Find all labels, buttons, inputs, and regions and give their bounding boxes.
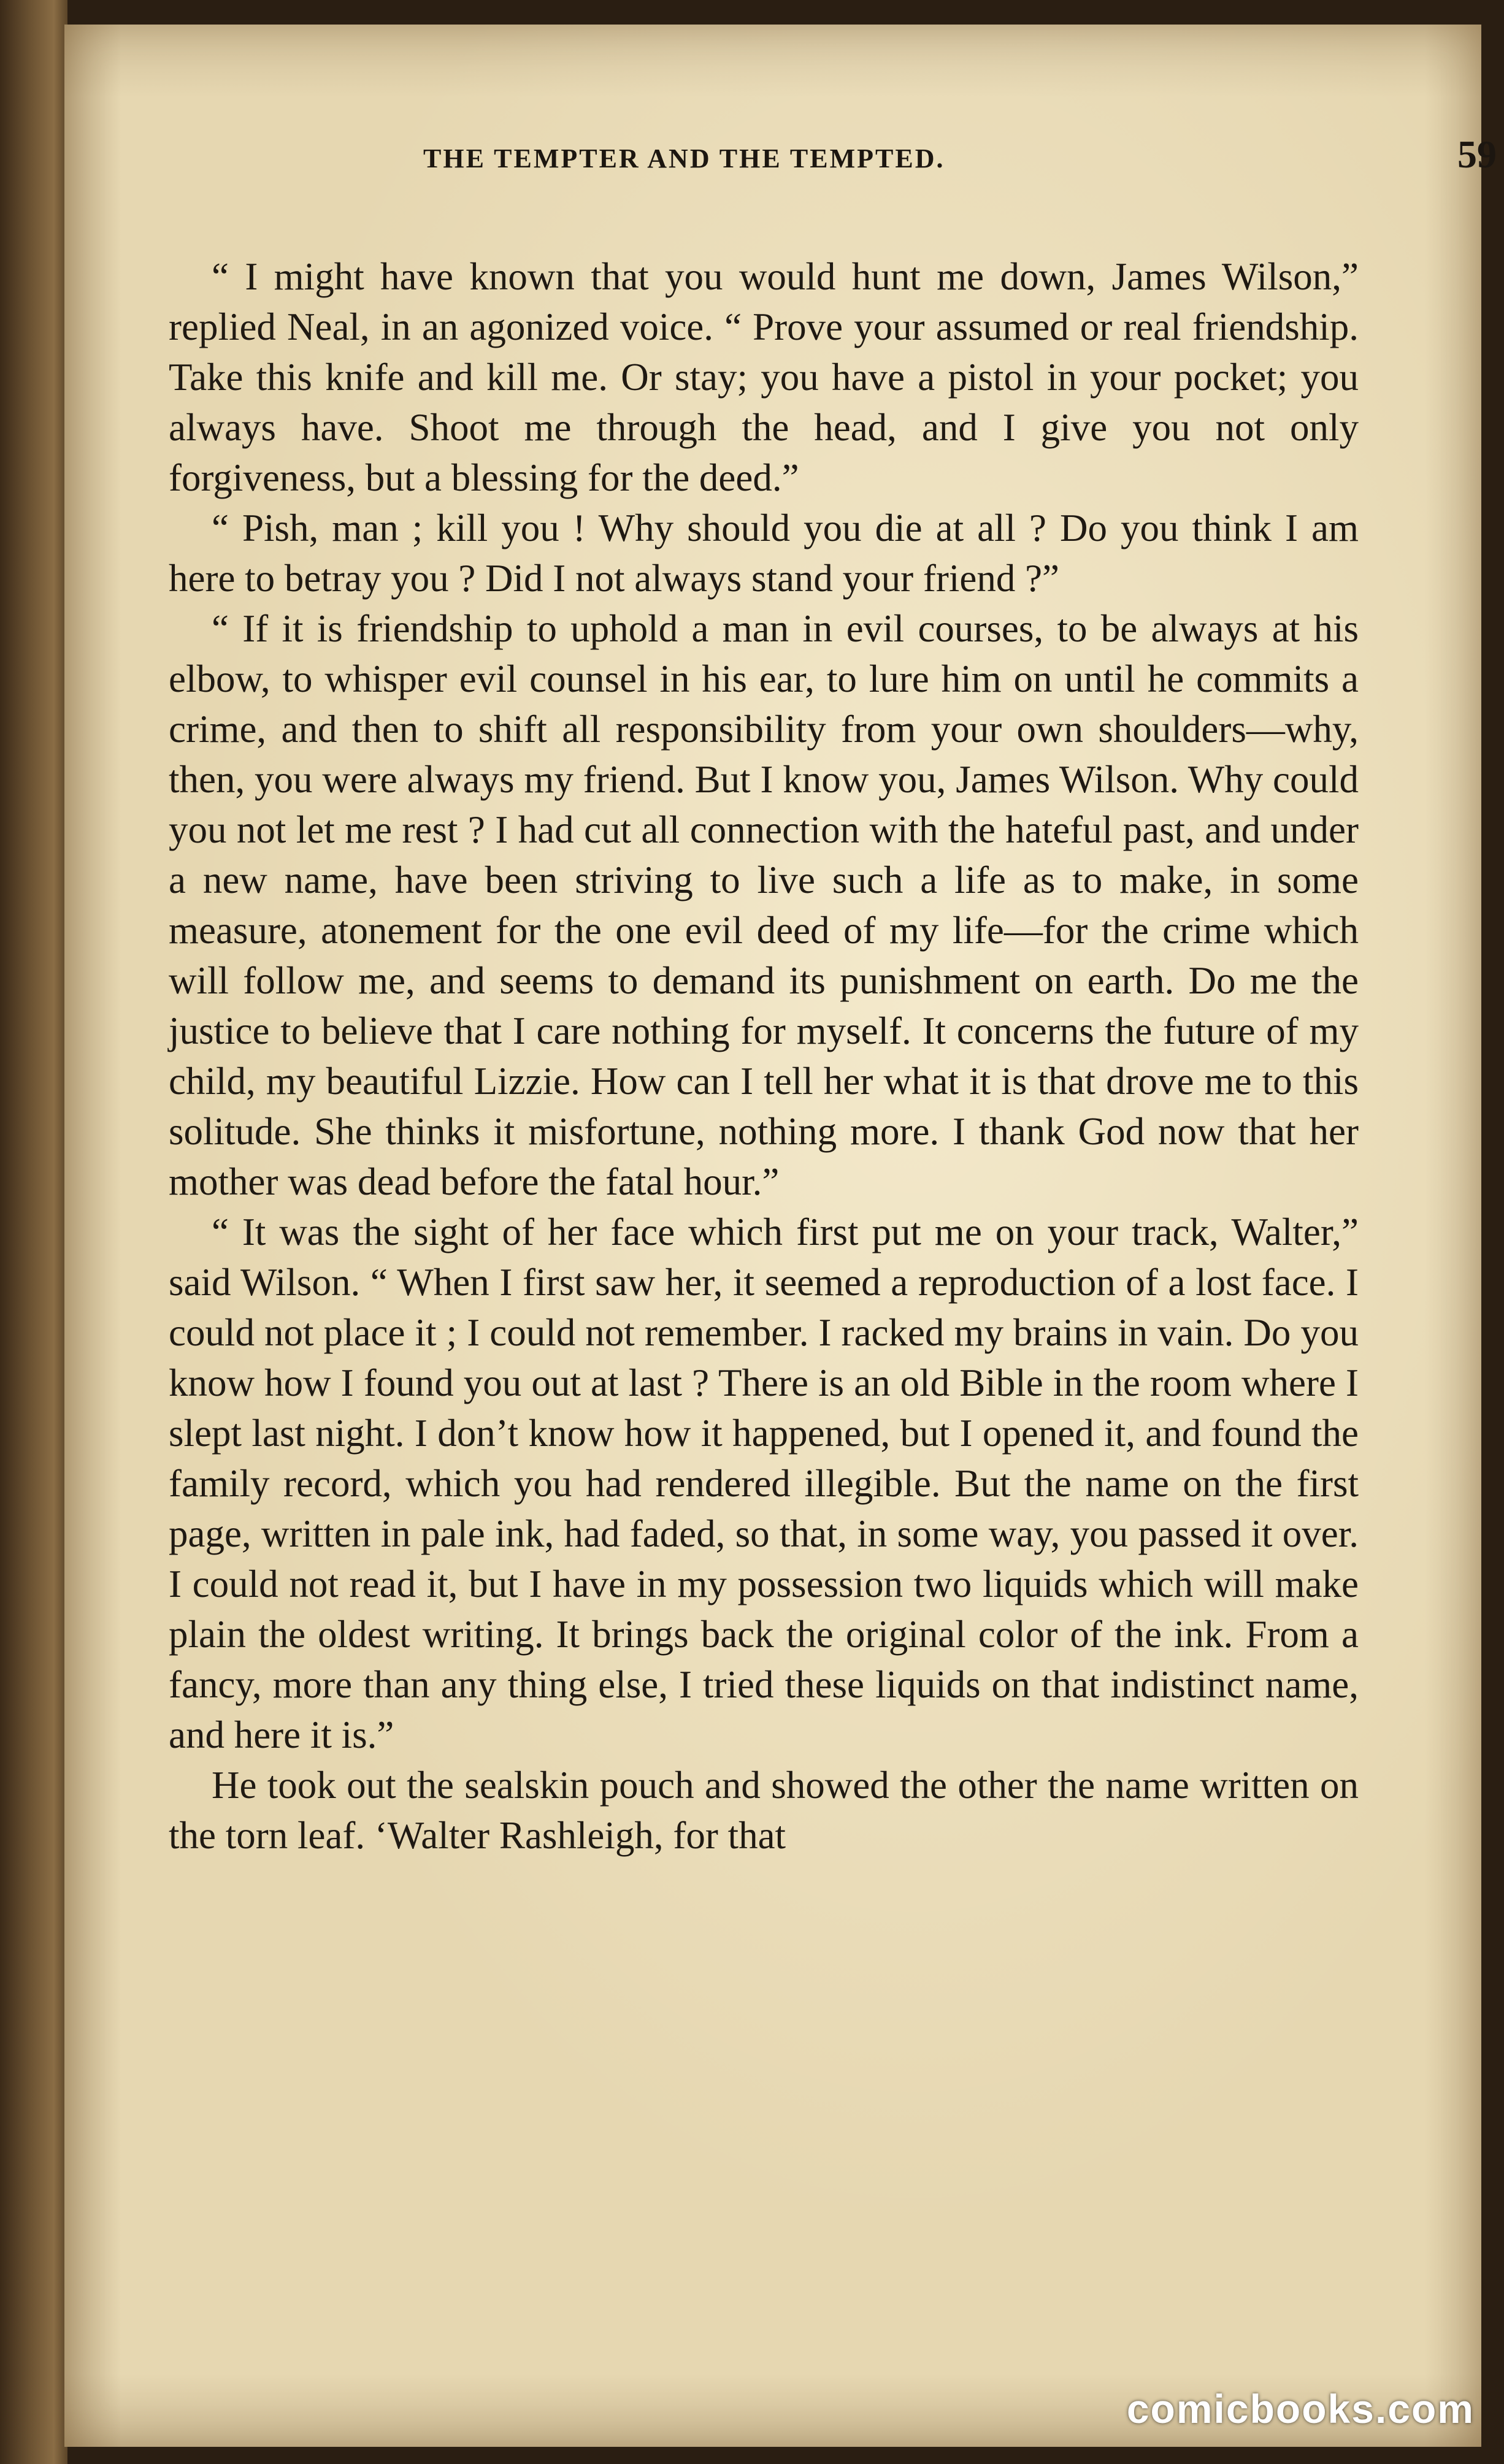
facing-page-edge bbox=[0, 0, 67, 2464]
paragraph: “ If it is friendship to uphold a man in evil courses, to be always at his elbow, to whisper evil counsel in his ear, to lure him on until he commits a crime, and then to shift all responsibility from your own shoulders—why, then, you were always my friend. But I know you, James Wilson. Why could you not let me rest ? I had cut all connection with the hateful past, and under a new name, have been striving to live such a life as to make, in some measure, atonement for the one evil deed of my life—for the crime which will follow me, and seems to demand its punishment on earth. Do me the justice to believe that I care nothing for myself. It concerns the future of my child, my beautiful Lizzie. How can I tell her what it is that drove me to this solitude. She thinks it misfortune, nothing more. I thank God now that her mother was dead before the fatal hour.” bbox=[169, 607, 1359, 1203]
book-page bbox=[64, 25, 1497, 2447]
body-text bbox=[169, 251, 1359, 1861]
paragraph: “ Pish, man ; kill you ! Why should you die at all ? Do you think I am here to betray you ? Did I not always stand your friend ?” bbox=[169, 507, 1359, 600]
watermark: comicbooks.com bbox=[1126, 2386, 1475, 2431]
paragraph: He took out the sealskin pouch and showed the other the name written on the torn leaf. ‘Walter Rashleigh, for that bbox=[169, 1764, 1359, 1857]
paragraph: “ I might have known that you would hunt me down, James Wilson,” replied Neal, in an agonized voice. “ Prove your assumed or real friendship. Take this knife and kill me. Or stay; you have a pistol in your pocket; you always have. Shoot me through the head, and I give you not only forgiveness, but a blessing for the deed.” bbox=[169, 255, 1359, 499]
running-head bbox=[343, 132, 1497, 187]
running-title: THE TEMPTER AND THE TEMPTED. bbox=[423, 143, 945, 174]
page-number: 59 bbox=[1457, 132, 1497, 176]
paragraph: “ It was the sight of her face which first put me on your track, Walter,” said Wilson. “ When I first saw her, it seemed a reproduction of a lost face. I could not place it ; I could not remember. I racked my brains in vain. Do you know how I found you out at last ? There is an old Bible in the room where I slept last night. I don’t know how it happened, but I opened it, and found the family record, which you had rendered illegible. But the name on the first page, written in pale ink, had faded, so that, in some way, you passed it over. I could not read it, but I have in my possession two liquids which will make plain the oldest writing. It brings back the original color of the ink. From a fancy, more than any thing else, I tried these liquids on that indistinct name, and here it is.” bbox=[169, 1211, 1359, 1756]
